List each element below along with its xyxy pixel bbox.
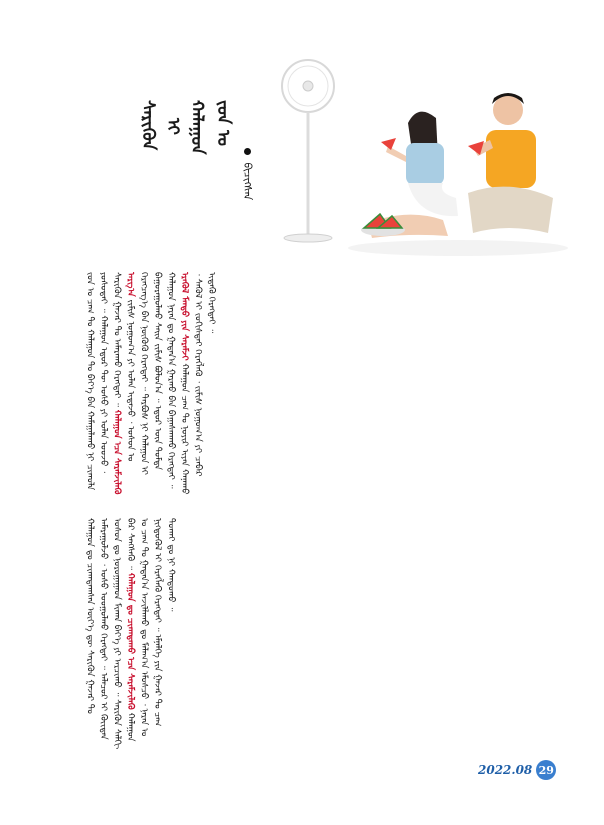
section-heading: ᠡᠷᠡᠭᠦᠯ ᠮᠡᠨᠳᠦ ᠶᠢᠨ ᠰᠡᠷᠡᠮᠵᠢ	[179, 272, 189, 361]
title-line-4: ᠰᠡᠷᠢᠭᠦᠨ	[138, 100, 158, 151]
author-byline	[238, 148, 257, 200]
body-column-1	[82, 272, 542, 500]
paragraph: ᠬᠠᠯᠠᠭᠤᠨ ᠴᠠᠭ ᠲᠤ ᠨᠣᠶᠢᠷ ᠢᠶᠠᠨ ᠬᠠᠨᠠᠬᠤ ᠂ ᠰᠡᠬᠦᠯ ᠢ ᠵᠣᠬᠢᠰᠲᠠᠢ ᠬᠡᠷᠡᠭᠯᠡᠬᠦ ᠂ ᠵᠢᠮᠢᠰ ᠨᠤᠭᠤᠭ᠎ᠠ ᠶᠢ ᠴᠡᠪᠡᠷ ᠢᠳᠡᠬᠦ ᠬᠡᠷᠡᠭᠲᠡᠢ ᠃	[179, 272, 216, 495]
title-line-2: ᠬᠠᠯᠠᠭᠤᠨ	[187, 100, 207, 155]
fan-illustration	[282, 60, 334, 242]
section-heading: ᠬᠠᠯᠠᠭᠤᠨ ᠳᠤ ᠴᠢᠬᠠᠳᠠᠬᠤ ᠡᠴᠡ ᠰᠡᠷᠡᠮᠵᠢᠯᠡᠬᠦ	[125, 572, 135, 710]
paragraph: ᠬᠠᠯᠠᠭᠤᠨ ᠤ ᠴᠠᠭ ᠲᠤ ᠭᠠᠳᠠᠨ᠎ᠠ ᠠᠵᠢᠯᠯᠠᠬᠤ ᠳᠤ ᠮᠠᠯᠠᠭ᠎ᠠ ᠡᠮᠦᠰᠴᠦ ᠂ ᠨᠠᠷᠠᠨ ᠤ ᠨᠢᠭᠳᠦᠭᠦᠯ ᠢ ᠬᠡᠷᠡᠭᠯᠡᠬᠦ ᠬᠡᠷᠡᠭᠲᠡᠢ ᠃ ᠡᠮᠨᠡᠯᠭᠡ ᠶᠢᠨ ᠭᠠᠵᠠᠷ ᠲᠤ ᠴᠠᠭ ᠲᠤᠬᠠᠢ ᠳᠤ ᠨᠢ ᠬᠠᠨᠳᠤᠬᠤ ᠃	[125, 518, 176, 742]
body-column-2	[82, 518, 542, 750]
section-heading: ᠬᠠᠯᠠᠭᠤᠨ ᠡᠴᠡ ᠰᠡᠷᠡᠮᠵᠢᠯᠡᠬᠦ ᠠᠷᠭ᠎ᠠ	[111, 272, 135, 495]
page-footer	[478, 760, 556, 780]
title-line-3: ᠢ	[163, 118, 183, 135]
paragraph: ᠵᠤᠨ ᠤ ᠴᠠᠭ ᠲᠤ ᠬᠠᠯᠠᠭᠤᠨ ᠲᠤ ᠪᠡᠶ᠎ᠡ ᠪᠡᠨ ᠬᠠᠮᠠᠭᠠᠯᠠᠬᠤ ᠨᠢ ᠴᠢᠬᠤᠯᠠ ᠶᠤᠰᠤᠲᠠᠢ ᠃ ᠬᠠᠯᠠᠭᠤᠨ ᠡᠳᠦᠷ ᠲᠦ ᠤᠰᠤ ᠶᠢ ᠣᠯᠠᠨ ᠤᠤᠵᠤ ᠂ ᠰᠡᠷᠢᠭᠦᠨ ᠭᠠᠵᠠᠷ ᠲᠤ ᠠᠮᠠᠷᠠᠬᠤ ᠬᠡᠷᠡᠭᠲᠡᠢ ᠃	[84, 272, 122, 491]
person-man	[468, 93, 553, 233]
bullet-icon	[244, 148, 251, 155]
title-line-1: ᠵᠤᠨ ᠤ	[213, 100, 233, 146]
paragraph: ᠵᠢᠮᠢᠰ ᠨᠤᠭᠤᠭ᠎ᠠ ᠶᠢ ᠣᠯᠠᠨ ᠢᠳᠡᠵᠦ ᠂ ᠤᠰᠤᠨ ᠤ ᠬᠡᠷᠡᠭᠴᠡᠭ᠎ᠡ ᠪᠡᠨ ᠨᠦᠬᠦᠬᠦ ᠬᠡᠷᠡᠭᠲᠡᠢ ᠃ ᠳᠠᠷᠪᠤᠰ ᠨᠢ ᠬᠠᠯᠠᠭᠤᠨ ᠢ ᠪᠠᠭᠤᠷᠠᠭᠤᠯᠬᠤ ᠰᠠᠢᠨ ᠵᠢᠮᠢᠰ ᠪᠣᠯᠤᠨ᠎ᠠ ᠃ ᠡᠳᠦᠷ ᠦᠨ ᠳᠤᠮᠳᠠ ᠬᠠᠯᠠᠭᠤᠨ ᠨᠠᠷᠠᠨ ᠳᠤ ᠭᠠᠳᠠᠨ᠎ᠠ ᠭᠠᠷᠬᠤ ᠪᠠᠨ ᠪᠠᠭᠠᠰᠬᠠᠬᠤ ᠬᠡᠷᠡᠭᠲᠡᠢ ᠃	[125, 272, 176, 489]
author-name: ᠪᠢᠴᠢᠭᠰᠡᠨ	[241, 162, 254, 201]
paragraph: ᠬᠠᠯᠠᠭᠤᠨ ᠳᠤ ᠴᠢᠬᠠᠳᠠᠭᠰᠠᠨ ᠦᠶ᠎ᠡ ᠳᠦ ᠰᠡᠷᠢᠭᠦᠨ ᠭᠠᠵᠠᠷ ᠲᠤ ᠠᠮᠠᠷᠠᠭᠤᠯᠵᠤ ᠂ ᠤᠰᠤ ᠤᠤᠭᠤᠯᠬᠤ ᠬᠡᠷᠡᠭᠲᠡᠢ ᠃ ᠠᠯᠠᠴᠤᠷ ᠢ ᠬᠦᠢᠲᠡᠨ ᠤᠰᠤᠨ ᠳᠤ ᠨᠣᠷᠣᠭᠠᠭᠠᠳ ᠮᠢᠬᠠᠨ ᠪᠡᠶ᠎ᠡ ᠶᠢ ᠠᠷᠴᠢᠬᠤ ᠃ ᠰᠡᠷᠢᠭᠦᠨ ᠰᠠᠯᠬᠢ ᠪᠠᠷ ᠰᠡᠩᠰᠡᠬᠦ ᠃	[84, 518, 135, 750]
article-photo	[268, 48, 568, 263]
issue-date: 2022.08	[478, 763, 533, 777]
page-number: 29	[536, 760, 556, 780]
